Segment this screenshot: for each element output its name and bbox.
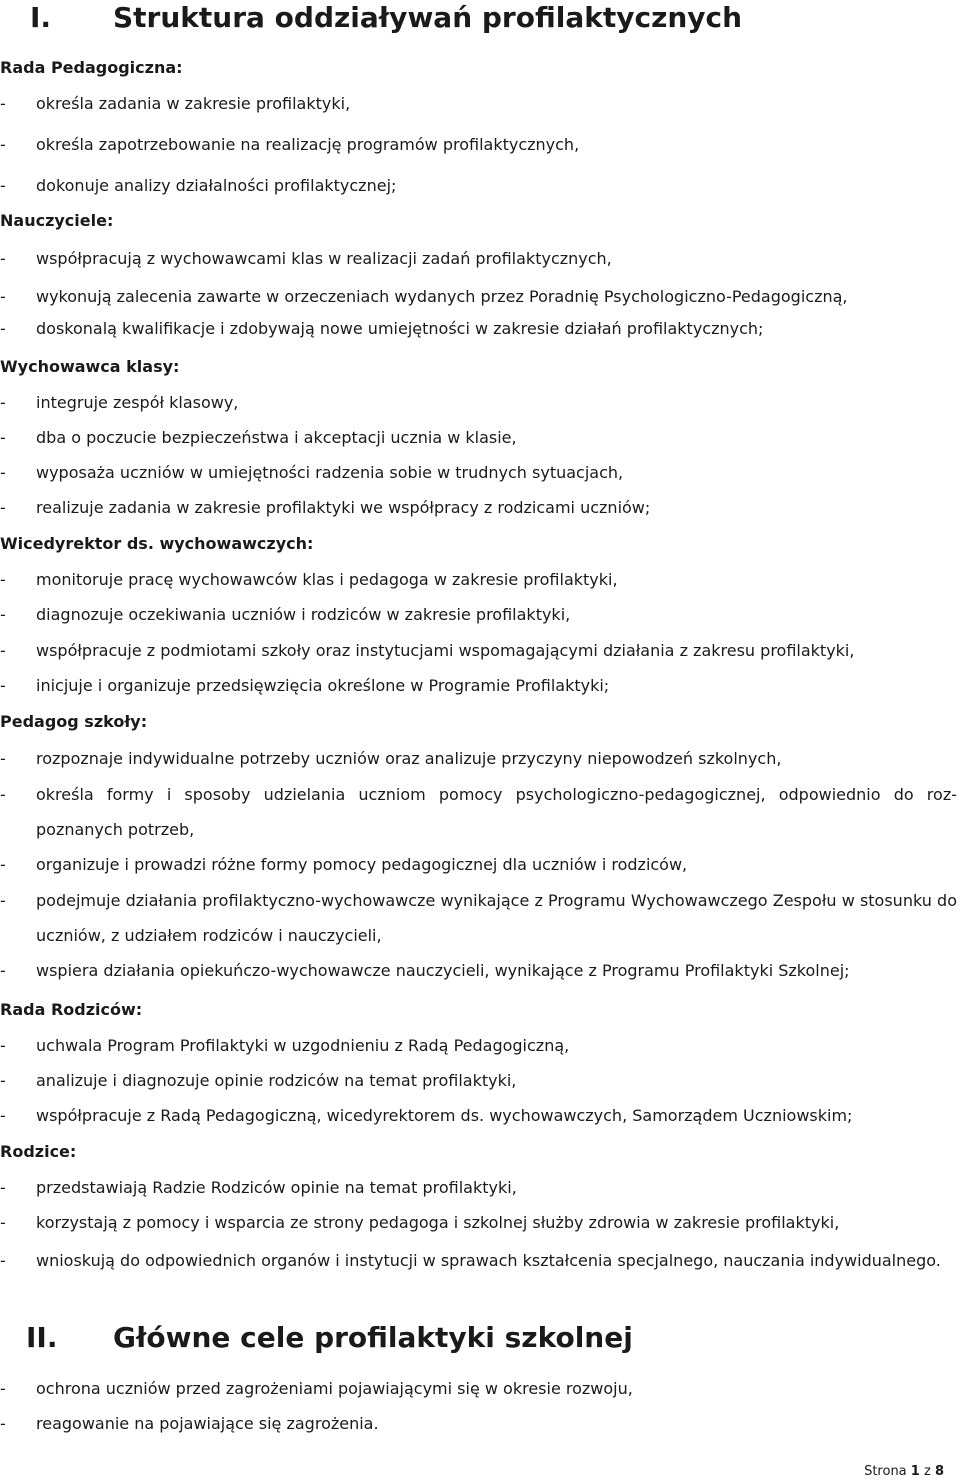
bullet-dash: - xyxy=(0,428,6,447)
bullet-dash: - xyxy=(0,855,6,874)
group-heading-pedagog-szkoly: Pedagog szkoły: xyxy=(0,712,148,731)
group-heading-rodzice: Rodzice: xyxy=(0,1142,77,1161)
bullet-dash: - xyxy=(0,1414,6,1433)
section-1-number: I. xyxy=(30,1,52,34)
list-item: - wnioskują do odpowiednich organów i instytucji w sprawach kształcenia specjalnego, nauczania indywidualnego. xyxy=(0,1243,957,1278)
bullet-dash: - xyxy=(0,676,6,695)
bullet-dash: - xyxy=(0,1106,6,1125)
bullet-dash: - xyxy=(0,891,6,910)
section-2-title: Główne cele profilaktyki szkolnej xyxy=(113,1321,633,1354)
bullet-dash: - xyxy=(0,961,6,980)
list-item: - rozpoznaje indywidualne potrzeby uczniów oraz analizuje przyczyny niepowodzeń szkolnych, xyxy=(0,741,957,776)
list-item: - wspiera działania opiekuńczo-wychowawcze nauczycieli, wynikające z Programu Profilaktyki Szkolnej; xyxy=(0,953,957,988)
list-item: - monitoruje pracę wychowawców klas i pedagoga w zakresie profilaktyki, xyxy=(0,562,957,597)
list-item: - organizuje i prowadzi różne formy pomocy pedagogicznej dla uczniów i rodziców, xyxy=(0,847,957,882)
list-item: - współpracuje z podmiotami szkoły oraz instytucjami wspomagającymi działania z zakresu profilaktyki, xyxy=(0,633,957,668)
list-item: - współpracuje z Radą Pedagogiczną, wicedyrektorem ds. wychowawczych, Samorządem Uczniowskim; xyxy=(0,1098,957,1133)
list-item: - korzystają z pomocy i wsparcia ze strony pedagoga i szkolnej służby zdrowia w zakresie profilaktyki, xyxy=(0,1205,957,1240)
footer-current-page: 1 xyxy=(910,1464,920,1479)
group-heading-wicedyrektor: Wicedyrektor ds. wychowawczych: xyxy=(0,534,314,553)
list-item: - współpracują z wychowawcami klas w realizacji zadań profilaktycznych, xyxy=(0,241,957,276)
bullet-dash: - xyxy=(0,135,6,154)
list-item: - ochrona uczniów przed zagrożeniami pojawiającymi się w okresie rozwoju, xyxy=(0,1371,957,1406)
footer-separator: z xyxy=(923,1464,931,1479)
bullet-dash: - xyxy=(0,498,6,517)
bullet-dash: - xyxy=(0,1071,6,1090)
bullet-dash: - xyxy=(0,605,6,624)
footer-label: Strona xyxy=(864,1464,907,1479)
bullet-dash: - xyxy=(0,319,6,338)
bullet-dash: - xyxy=(0,393,6,412)
list-item: - określa formy i sposoby udzielania uczniom pomocy psychologiczno-pedagogicznej, odpowiednio do rozpoznanych potrzeb, xyxy=(0,777,957,847)
list-item: - reagowanie na pojawiające się zagrożenia. xyxy=(0,1406,957,1441)
list-item: - dba o poczucie bezpieczeństwa i akceptacji ucznia w klasie, xyxy=(0,420,957,455)
bullet-dash: - xyxy=(0,1178,6,1197)
footer-total-pages: 8 xyxy=(934,1464,944,1479)
bullet-dash: - xyxy=(0,1251,6,1270)
list-item: - określa zadania w zakresie profilaktyki, xyxy=(0,86,957,121)
list-item: - diagnozuje oczekiwania uczniów i rodziców w zakresie profilaktyki, xyxy=(0,597,957,632)
list-item: - podejmuje działania profilaktyczno-wychowawcze wynikające z Programu Wychowawczego Zespołu w stosunku do uczniów, z udziałem rodziców i nauczycieli, xyxy=(0,883,957,953)
list-item: - dokonuje analizy działalności profilaktycznej; xyxy=(0,168,957,203)
bullet-dash: - xyxy=(0,785,6,804)
bullet-dash: - xyxy=(0,176,6,195)
group-heading-wychowawca-klasy: Wychowawca klasy: xyxy=(0,357,180,376)
bullet-dash: - xyxy=(0,94,6,113)
bullet-dash: - xyxy=(0,1036,6,1055)
group-heading-rada-rodzicow: Rada Rodziców: xyxy=(0,1000,143,1019)
bullet-dash: - xyxy=(0,749,6,768)
group-heading-nauczyciele: Nauczyciele: xyxy=(0,211,114,230)
list-item: - przedstawiają Radzie Rodziców opinie na temat profilaktyki, xyxy=(0,1170,957,1205)
list-item: - doskonalą kwalifikacje i zdobywają nowe umiejętności w zakresie działań profilaktycznych; xyxy=(0,311,957,346)
page-footer xyxy=(864,1464,944,1480)
bullet-dash: - xyxy=(0,1213,6,1232)
bullet-dash: - xyxy=(0,1379,6,1398)
list-item: - wykonują zalecenia zawarte w orzeczeniach wydanych przez Poradnię Psychologiczno-Pedagogiczną, xyxy=(0,279,957,314)
bullet-dash: - xyxy=(0,641,6,660)
list-item: - inicjuje i organizuje przedsięwzięcia określone w Programie Profilaktyki; xyxy=(0,668,957,703)
bullet-dash: - xyxy=(0,570,6,589)
list-item: - integruje zespół klasowy, xyxy=(0,385,957,420)
bullet-dash: - xyxy=(0,249,6,268)
section-2-number: II. xyxy=(26,1321,58,1354)
list-item: - wyposaża uczniów w umiejętności radzenia sobie w trudnych sytuacjach, xyxy=(0,455,957,490)
list-item: - analizuje i diagnozuje opinie rodziców na temat profilaktyki, xyxy=(0,1063,957,1098)
list-item: - określa zapotrzebowanie na realizację programów profilaktycznych, xyxy=(0,127,957,162)
bullet-dash: - xyxy=(0,287,6,306)
bullet-dash: - xyxy=(0,463,6,482)
group-heading-rada-pedagogiczna: Rada Pedagogiczna: xyxy=(0,58,183,77)
list-item: - uchwala Program Profilaktyki w uzgodnieniu z Radą Pedagogiczną, xyxy=(0,1028,957,1063)
list-item: - realizuje zadania w zakresie profilaktyki we współpracy z rodzicami uczniów; xyxy=(0,490,957,525)
section-1-title: Struktura oddziaływań profilaktycznych xyxy=(113,1,743,34)
